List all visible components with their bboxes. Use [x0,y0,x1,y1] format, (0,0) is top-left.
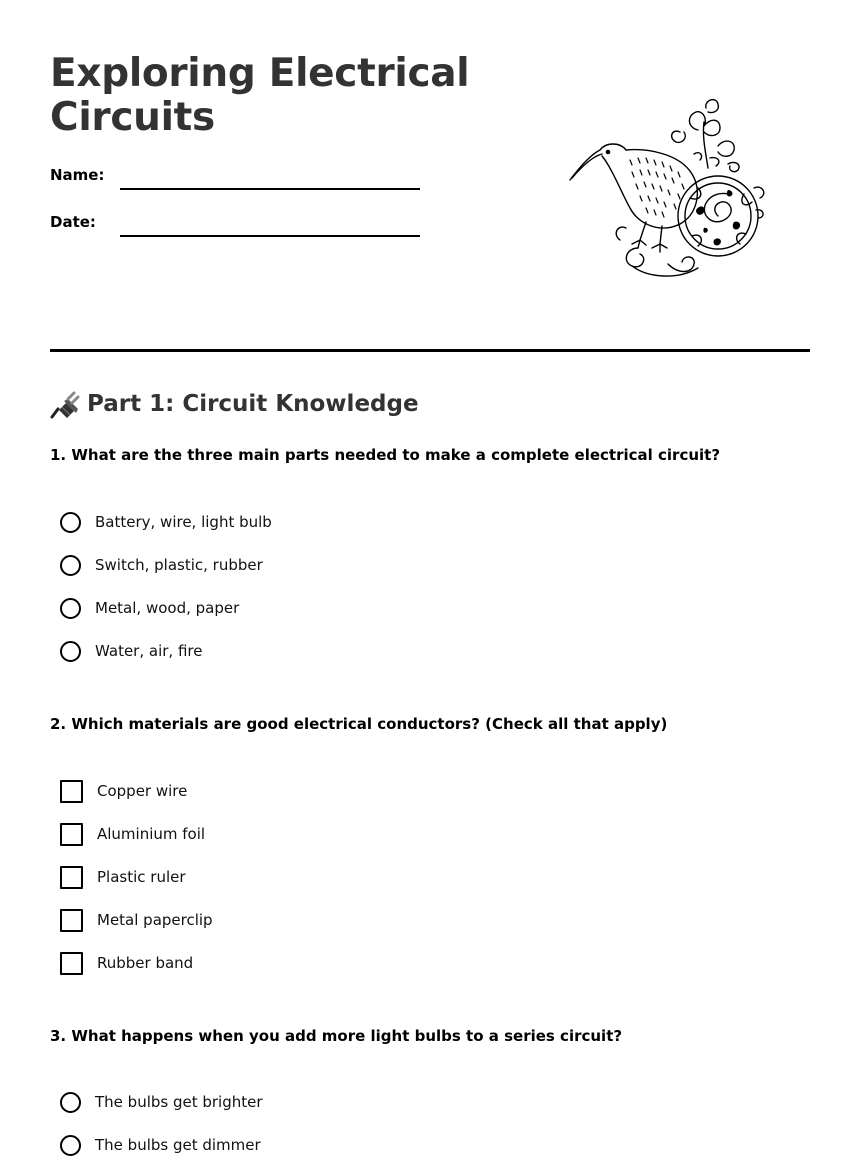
q1-option-1[interactable] [60,509,272,535]
radio-button[interactable] [60,1092,81,1113]
q2-option-2[interactable] [60,821,205,847]
section-divider [50,349,810,352]
kiwi-bird-koru-illustration [568,98,778,286]
option-label: Copper wire [97,782,188,800]
date-field [50,212,470,240]
q2-option-5[interactable] [60,950,193,976]
option-label: The bulbs get brighter [95,1093,263,1111]
option-label: The bulbs get dimmer [95,1136,261,1154]
radio-button[interactable] [60,598,81,619]
question-1-text: 1. What are the three main parts needed to make a complete electrical circuit? [50,446,721,464]
q2-option-1[interactable] [60,778,187,804]
name-label: Name: [50,166,105,184]
option-label: Aluminium foil [97,825,206,843]
option-label: Metal paperclip [97,911,213,929]
checkbox[interactable] [60,780,83,803]
radio-button[interactable] [60,641,81,662]
checkbox[interactable] [60,952,83,975]
name-input-line[interactable] [120,188,420,190]
option-label: Battery, wire, light bulb [95,513,272,531]
q3-option-2[interactable] [60,1132,261,1158]
q2-option-3[interactable] [60,864,186,890]
name-field [50,165,470,193]
date-input-line[interactable] [120,235,420,237]
option-label: Rubber band [97,954,194,972]
date-label: Date: [50,213,96,231]
q3-option-1[interactable] [60,1089,263,1115]
radio-button[interactable] [60,555,81,576]
checkbox[interactable] [60,823,83,846]
q1-option-3[interactable] [60,595,239,621]
option-label: Plastic ruler [97,868,186,886]
radio-button[interactable] [60,512,81,533]
section-title-text: Part 1: Circuit Knowledge [87,391,419,417]
q2-option-4[interactable] [60,907,213,933]
option-label: Switch, plastic, rubber [95,556,263,574]
question-2-text: 2. Which materials are good electrical conductors? (Check all that apply) [50,715,668,733]
electric-plug-icon [50,389,80,419]
option-label: Water, air, fire [95,642,203,660]
radio-button[interactable] [60,1135,81,1156]
section-heading [50,388,419,420]
question-3-text: 3. What happens when you add more light bulbs to a series circuit? [50,1027,623,1045]
worksheet-page [50,0,810,1161]
checkbox[interactable] [60,909,83,932]
checkbox[interactable] [60,866,83,889]
worksheet-title: Exploring Electrical Circuits [50,51,470,140]
q1-option-4[interactable] [60,638,202,664]
option-label: Metal, wood, paper [95,599,240,617]
q1-option-2[interactable] [60,552,263,578]
